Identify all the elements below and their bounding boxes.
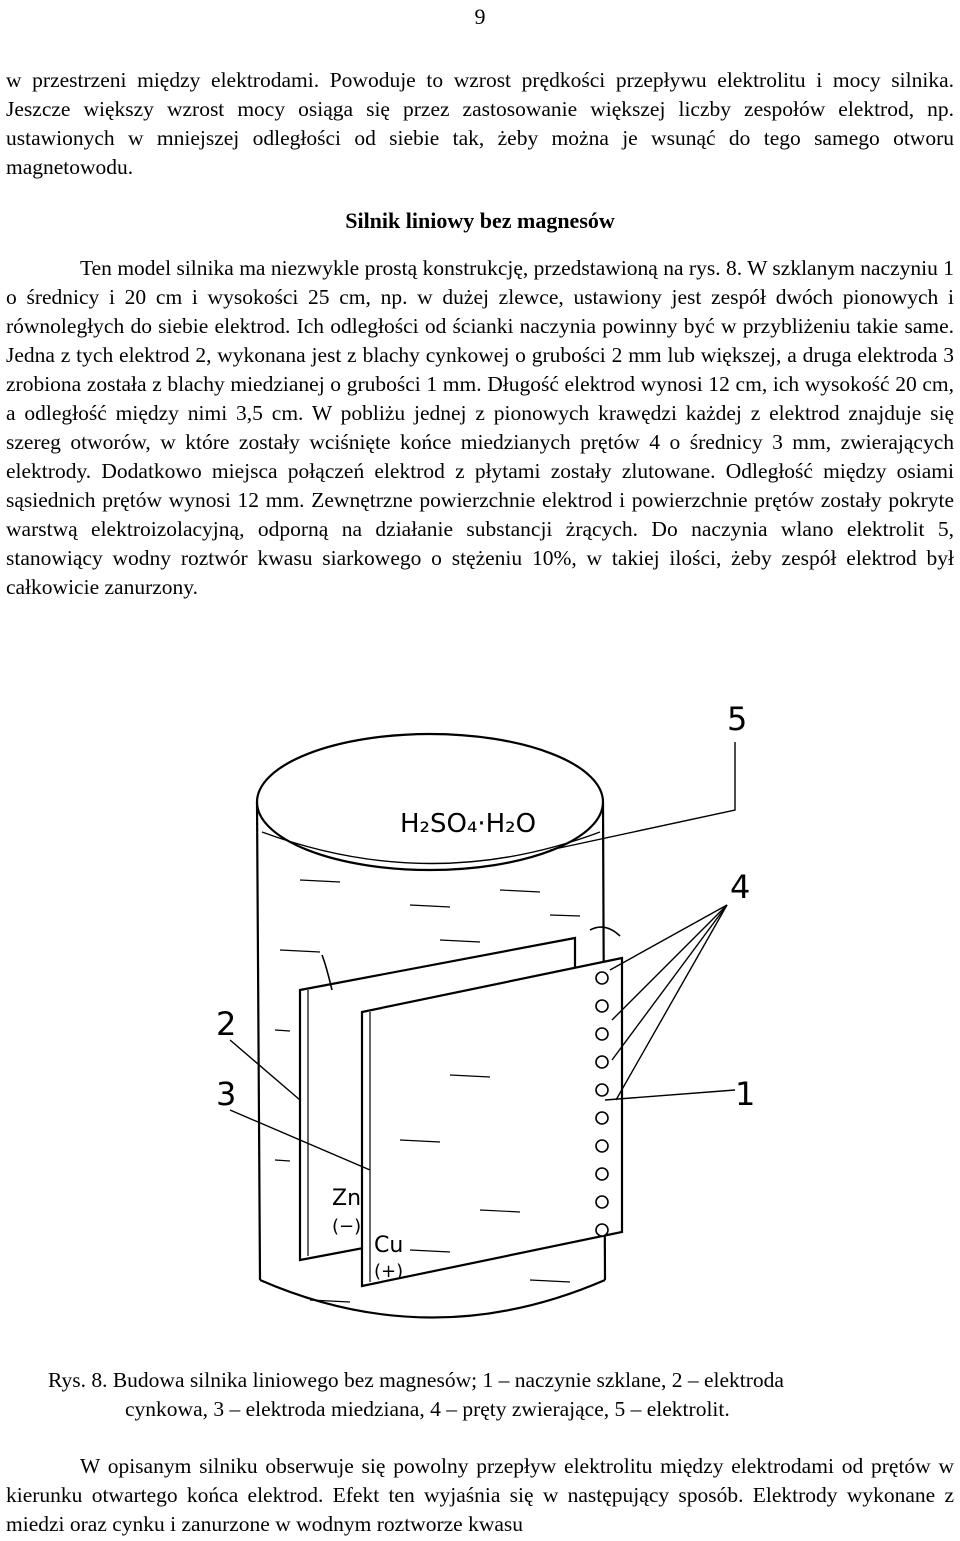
leader-4d — [616, 905, 727, 1100]
label-4: 4 — [730, 868, 751, 906]
electrolyte-formula: H₂SO₄·H₂O — [400, 809, 537, 839]
label-5: 5 — [727, 700, 748, 738]
vessel-left-wall — [257, 802, 260, 1280]
figure-linear-motor — [150, 690, 810, 1355]
figure-drawing — [150, 690, 810, 1355]
section-heading: Silnik liniowy bez magnesów — [345, 208, 615, 233]
label-3: 3 — [216, 1075, 237, 1113]
leader-1 — [605, 1090, 735, 1100]
closing-paragraph: W opisanym silniku obserwuje się powolny przepływ elektrolitu między elektrodami od prętów w kierunku otwartego końca elektrod. Efekt ten wyjaśnia się w następujący sposób. Elektrody wykonane z miedzi oraz cynku i zanurzone w wodnym roztworze kwasu — [6, 1454, 954, 1536]
figure-caption — [0, 1366, 960, 1424]
vessel-bottom — [260, 1280, 605, 1318]
intro-paragraph: w przestrzeni między elektrodami. Powoduje to wzrost prędkości przepływu elektrolitu i mocy silnika. Jeszcze większy wzrost mocy osiąga się przez zastosowanie większej liczby zespołów elektrod, np. ustawionych w mniejszej odległości od siebie tak, żeby można je wsunąć do tego samego otworu magnetowodu. — [6, 68, 954, 179]
leader-4c — [612, 905, 727, 1060]
zinc-label: Zn — [332, 1186, 362, 1211]
caption-line-2: cynkowa, 3 – elektroda miedziana, 4 – pręty zwierające, 5 – elektrolit. — [125, 1397, 730, 1421]
caption-line-1: Rys. 8. Budowa silnika liniowego bez magnesów; 1 – naczynie szklane, 2 – elektroda — [48, 1368, 784, 1392]
zinc-polarity: (−) — [332, 1216, 362, 1237]
copper-polarity: (+) — [374, 1261, 404, 1282]
label-2: 2 — [216, 1005, 237, 1043]
leader-4 — [610, 905, 727, 970]
leader-5 — [550, 742, 735, 850]
leader-4b — [612, 905, 727, 1020]
flow-arrow-top — [590, 927, 620, 936]
page-number: 9 — [474, 4, 486, 29]
main-paragraph: Ten model silnika ma niezwykle prostą konstrukcję, przedstawioną na rys. 8. W szklanym naczyniu 1 o średnicy i 20 cm i wysokości 25 cm, np. w dużej zlewce, ustawiony jest zespół dwóch pionowych i równoległych do siebie elektrod. Ich odległości od ścianki naczynia powinny być w przybliżeniu takie same. Jedna z tych elektrod 2, wykonana jest z blachy cynkowej o grubości 2 mm lub większej, a druga elektroda 3 zrobiona została z blachy miedzianej o grubości 1 mm. Długość elektrod wynosi 12 cm, ich wysokość 20 cm, a odległość między nimi 3,5 cm. W pobliżu jednej z pionowych krawędzi każdej z elektrod znajduje się szereg otworów, w które zostały wciśnięte końce miedzianych prętów 4 o średnicy 3 mm, zwierających elektrody. Dodatkowo miejsca połączeń elektrod z płytami zostały zlutowane. Odległość między osiami sąsiednich prętów wynosi 12 mm. Zewnętrzne powierzchnie elektrod i powierzchnie prętów zostały pokryte warstwą elektroizolacyjną, odporną na działanie substancji żrących. Do naczynia wlano elektrolit 5, stanowiący wodny roztwór kwasu siarkowego o stężeniu 10%, w takiej ilości, żeby zespół elektrod był całkowicie zanurzony. — [6, 256, 954, 599]
label-1: 1 — [735, 1075, 756, 1113]
copper-label: Cu — [374, 1233, 404, 1258]
leader-2 — [230, 1040, 300, 1100]
